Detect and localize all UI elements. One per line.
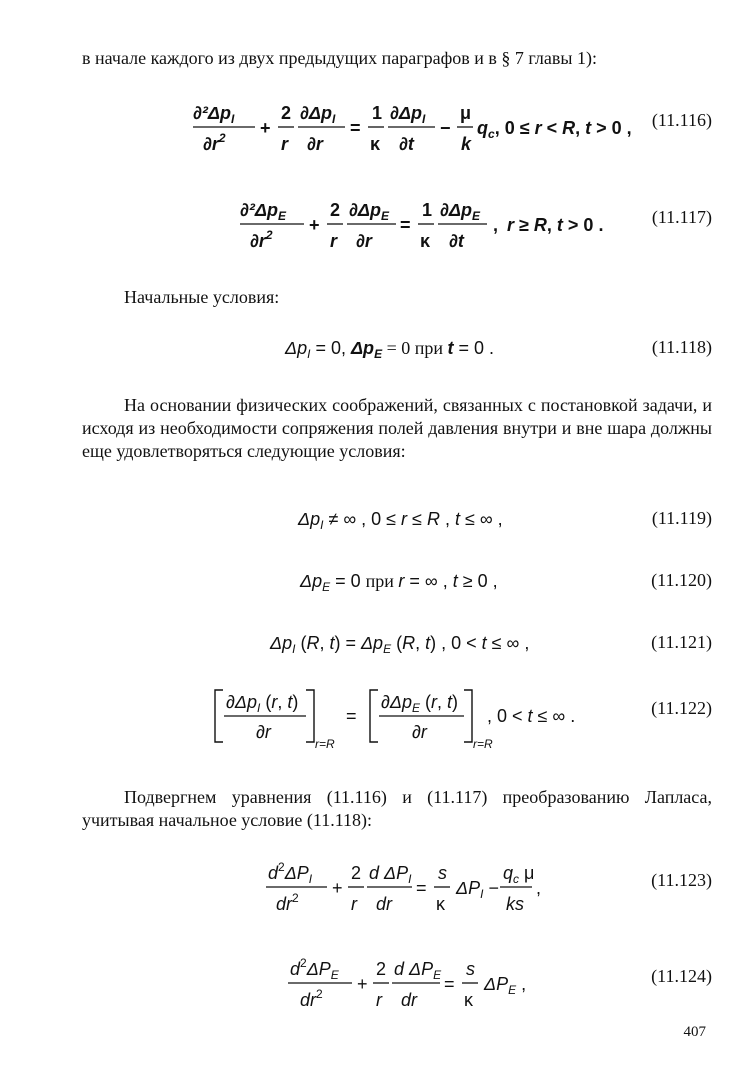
svg-text:+: +	[357, 974, 368, 994]
svg-text:dr: dr	[376, 894, 393, 914]
equation-11-118-formula	[0, 335, 746, 365]
svg-text:qc, 0 ≤ r < R, t > 0 ,: $q_c$, 0 ≤ r < R, t > 0 ,	[477, 118, 632, 141]
equation-number: (11.120)	[651, 570, 712, 590]
svg-text:∂r2: $\partial r^2$	[203, 131, 226, 154]
svg-text:∂t: ∂t	[399, 134, 414, 154]
svg-text:ΔpI (R, t) = ΔpE (R, t) , 0 <: $\Delta p_I$ (R, $t) = \Delta p_E$ (R, t) , 0 < t ≤ ∞ ,	[270, 633, 530, 656]
equation-11-124	[0, 954, 746, 1014]
physics-paragraph: На основании физических соображений, связанных с постановкой задачи, и исходя из необходимости сопряжения полей давления внутри и вне шара должны еще удовлетворяться следующие условия:	[82, 395, 712, 461]
svg-text:ΔpE = 0 при r = ∞ , t ≥ 0 ,: $\Delta p_E = 0$ при r = ∞ , t ≥ 0 ,	[300, 571, 498, 594]
equation-11-121	[0, 630, 746, 690]
equation-11-116	[0, 98, 746, 158]
svg-text:=: =	[346, 706, 357, 726]
page-number: 407	[683, 1024, 706, 1040]
equation-11-122	[0, 688, 746, 754]
equation-11-117	[0, 195, 746, 255]
svg-text:κ: κ	[464, 990, 473, 1010]
equation-11-119	[0, 506, 746, 566]
initial-conditions-label: Начальные условия:	[124, 287, 280, 307]
svg-text:1: 1	[372, 103, 383, 123]
equation-11-117-formula	[0, 195, 746, 259]
svg-text:1: 1	[422, 200, 433, 220]
svg-text:d ΔPI: d $\Delta P_I$	[369, 863, 412, 886]
svg-text:ΔPE ,: $\Delta P_E$ ,	[484, 974, 527, 997]
svg-text:=: =	[416, 878, 427, 898]
svg-text:=: =	[400, 215, 411, 235]
equation-11-120	[0, 568, 746, 628]
svg-text:,: ,	[536, 878, 542, 898]
equation-number: (11.122)	[651, 698, 712, 718]
svg-text:k: k	[461, 134, 472, 154]
svg-text:∂ΔpI: $\partial\Delta p_I$	[300, 103, 336, 126]
svg-text:∂r: ∂r	[256, 722, 271, 742]
svg-text:r: r	[351, 894, 357, 914]
svg-text:dr: dr	[401, 990, 418, 1010]
svg-text:∂r: ∂r	[356, 231, 372, 251]
svg-text:r: r	[330, 231, 338, 251]
svg-text:κ: κ	[436, 894, 445, 914]
svg-text:∂ΔpI: $\partial\Delta p_I$	[390, 103, 426, 126]
svg-text:∂ΔpE: $\partial\Delta p_E$	[440, 200, 480, 223]
laplace-paragraph: Подвергнем уравнения (11.116) и (11.117) преобразованию Лапласа, учитывая начальное условие (11.118):	[82, 787, 712, 830]
svg-text:r ≥ R, t > 0 .: r ≥ R, t > 0 .	[507, 215, 604, 235]
svg-text:s: s	[438, 863, 447, 883]
equation-11-120-formula	[0, 568, 746, 598]
svg-text:dr2: $dr^2$	[300, 987, 323, 1010]
svg-text:s: s	[466, 959, 475, 979]
svg-text:ΔpI = 0, ΔpE = 0 при t = 0 .: $\Delta p_I = 0$, $\Delta p_E = 0$ при t = 0 .	[285, 338, 495, 361]
svg-text:d2ΔPI: $d^2\Delta P_I$	[268, 860, 313, 886]
svg-text:ΔPI −: $\Delta P_I$ −	[456, 878, 499, 901]
svg-text:∂²ΔpE: $\partial^2\Delta p_E$	[240, 200, 286, 223]
svg-text:−: −	[440, 118, 451, 138]
equation-number: (11.117)	[651, 207, 712, 227]
svg-text:∂²ΔpI: $\partial^2\Delta p_I$	[193, 103, 235, 126]
svg-text:=: =	[350, 118, 361, 138]
equation-11-121-formula	[0, 630, 746, 660]
svg-text:+: +	[332, 878, 343, 898]
svg-text:μ: μ	[460, 103, 472, 123]
svg-text:∂r2: $\partial r^2$	[250, 228, 273, 251]
equation-11-124-formula	[0, 954, 746, 1018]
svg-text:2: 2	[376, 959, 387, 979]
svg-text:r=R: r=R	[315, 737, 335, 751]
equation-11-123	[0, 858, 746, 918]
svg-text:κ: κ	[420, 231, 431, 251]
svg-text:ΔpI ≠ ∞ , 0 ≤ r ≤ R , t ≤ ∞ ,: $\Delta p_I$ ≠ ∞ , 0 ≤ r ≤ R , t ≤ ∞ ,	[298, 509, 503, 532]
svg-text:ks: ks	[506, 894, 524, 914]
svg-text:+: +	[309, 215, 320, 235]
svg-text:∂r: ∂r	[412, 722, 427, 742]
svg-text:,: ,	[493, 215, 499, 235]
equation-number: (11.116)	[651, 110, 712, 130]
equation-number: (11.119)	[651, 508, 712, 528]
svg-text:∂r: ∂r	[307, 134, 323, 154]
svg-text:r=R: r=R	[473, 737, 493, 751]
svg-text:d ΔPE: d $\Delta P_E$	[394, 959, 442, 982]
intro-line: в начале каждого из двух предыдущих параграфов и в § 7 главы 1):	[82, 48, 597, 68]
equation-11-119-formula	[0, 506, 746, 536]
svg-text:2: 2	[351, 863, 362, 883]
svg-text:∂ΔpE: $\partial\Delta p_E$	[349, 200, 389, 223]
svg-text:∂ΔpE (r, t): $\partial\Delta p_E$ (r, t)	[381, 692, 459, 715]
equation-11-116-formula	[0, 98, 746, 162]
equation-number: (11.118)	[651, 337, 712, 357]
svg-text:+: +	[260, 118, 271, 138]
svg-text:κ: κ	[370, 134, 381, 154]
svg-text:r: r	[281, 134, 289, 154]
svg-text:, 0 < t ≤ ∞ .: , 0 < t ≤ ∞ .	[487, 706, 576, 726]
svg-text:r: r	[376, 990, 382, 1010]
svg-text:2: 2	[330, 200, 341, 220]
equation-11-118	[0, 335, 746, 395]
svg-text:qc μ: $q_c$ μ	[503, 863, 535, 886]
svg-text:d2ΔPE: $d^2\Delta P_E$	[290, 956, 339, 982]
equation-number: (11.121)	[651, 632, 712, 652]
equation-11-123-formula	[0, 858, 746, 922]
svg-text:2: 2	[281, 103, 292, 123]
equation-number: (11.123)	[651, 870, 712, 890]
svg-text:∂t: ∂t	[449, 231, 464, 251]
svg-text:=: =	[444, 974, 455, 994]
equation-number: (11.124)	[651, 966, 712, 986]
svg-text:∂ΔpI (r, t): $\partial\Delta p_I$ (r, t)	[226, 692, 299, 715]
svg-text:dr2: $dr^2$	[276, 891, 299, 914]
equation-11-122-formula	[0, 688, 746, 754]
